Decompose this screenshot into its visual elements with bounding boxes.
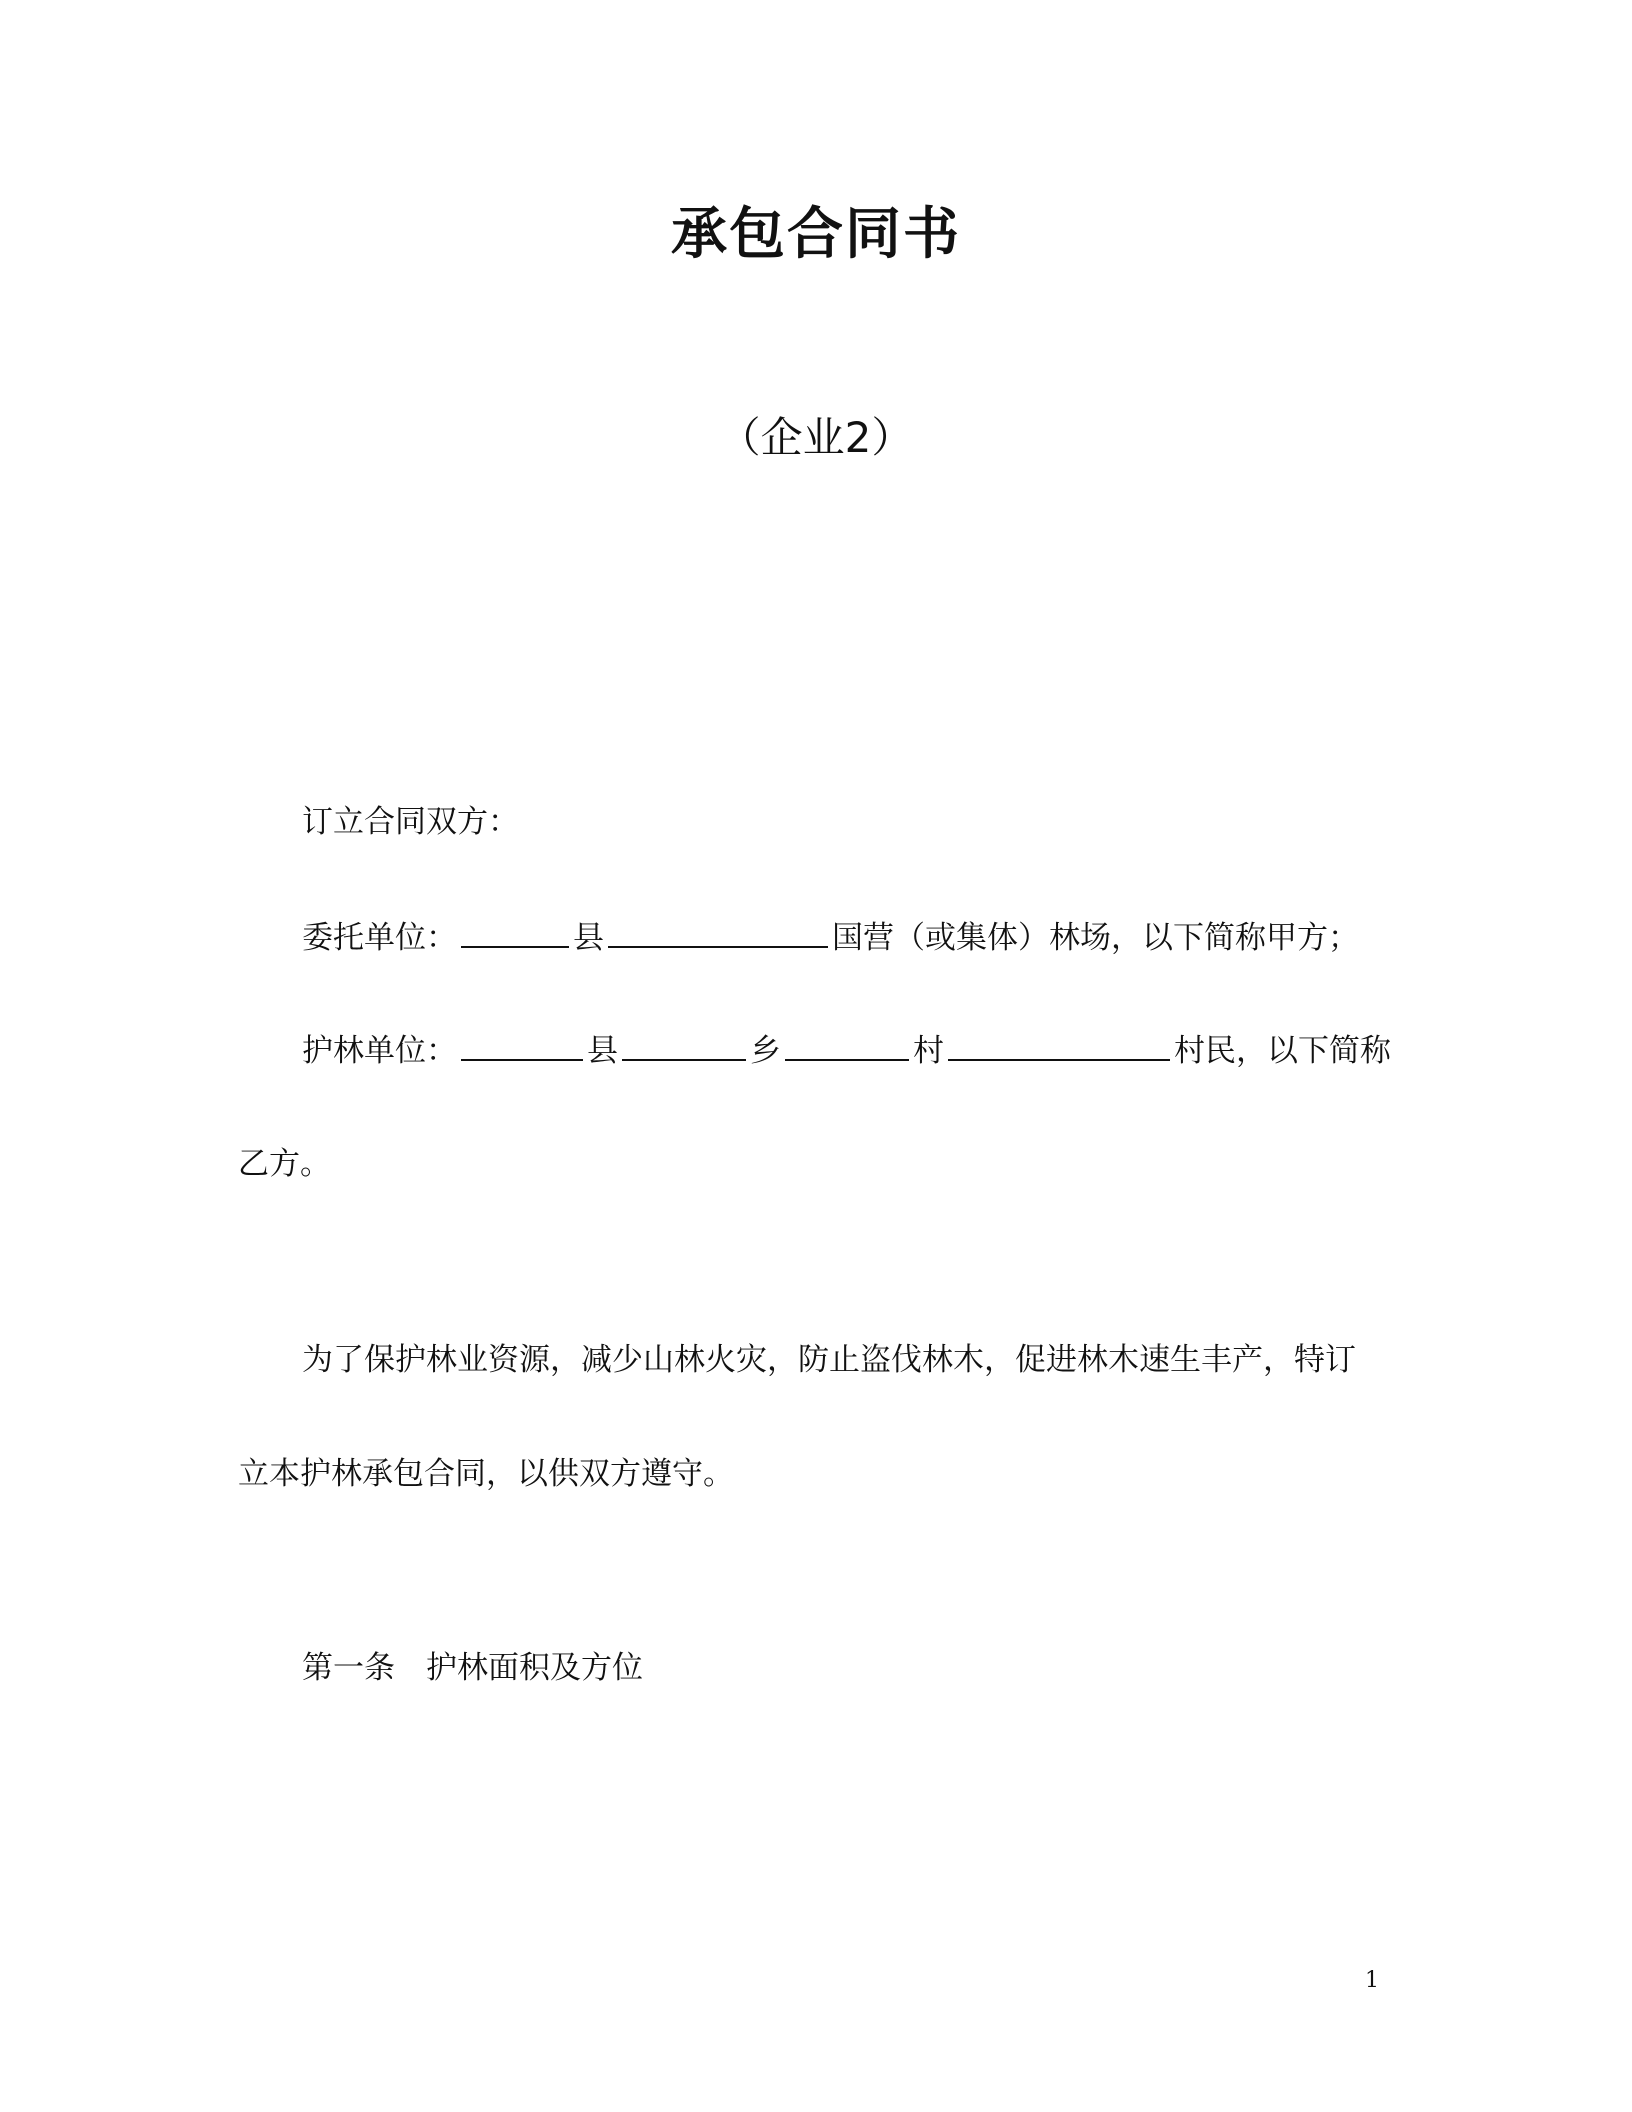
party-a-label: 委托单位： [302, 920, 457, 956]
party-b-county-blank [461, 1027, 583, 1061]
party-a-farm-suffix: 国营（或集体）林场，以下简称甲方； [832, 920, 1359, 956]
party-b-village-suffix: 村 [913, 1033, 944, 1069]
party-b-line [302, 1027, 1391, 1073]
page-number: 1 [1365, 1968, 1379, 1993]
parties-heading: 订立合同双方： [302, 804, 519, 840]
party-b-county-suffix: 县 [587, 1033, 618, 1069]
party-b-villager-blank [948, 1027, 1170, 1061]
party-a-line [302, 914, 1359, 960]
party-a-county-blank [461, 914, 569, 948]
party-a-farm-blank [608, 914, 828, 948]
party-b-label: 护林单位： [302, 1033, 457, 1069]
party-b-continuation: 乙方。 [238, 1146, 331, 1182]
party-b-township-suffix: 乡 [750, 1033, 781, 1069]
party-a-county-suffix: 县 [573, 920, 604, 956]
purpose-line-1: 为了保护林业资源，减少山林火灾，防止盗伐林木，促进林木速生丰产，特订 [302, 1342, 1356, 1378]
document-subtitle: （企业2） [718, 413, 914, 462]
party-b-villager-suffix: 村民，以下简称 [1174, 1033, 1391, 1069]
party-b-village-blank [785, 1027, 909, 1061]
article-1-heading: 第一条 护林面积及方位 [302, 1650, 643, 1686]
party-b-township-blank [622, 1027, 746, 1061]
document-title: 承包合同书 [671, 202, 961, 267]
purpose-line-2: 立本护林承包合同，以供双方遵守。 [238, 1456, 734, 1492]
